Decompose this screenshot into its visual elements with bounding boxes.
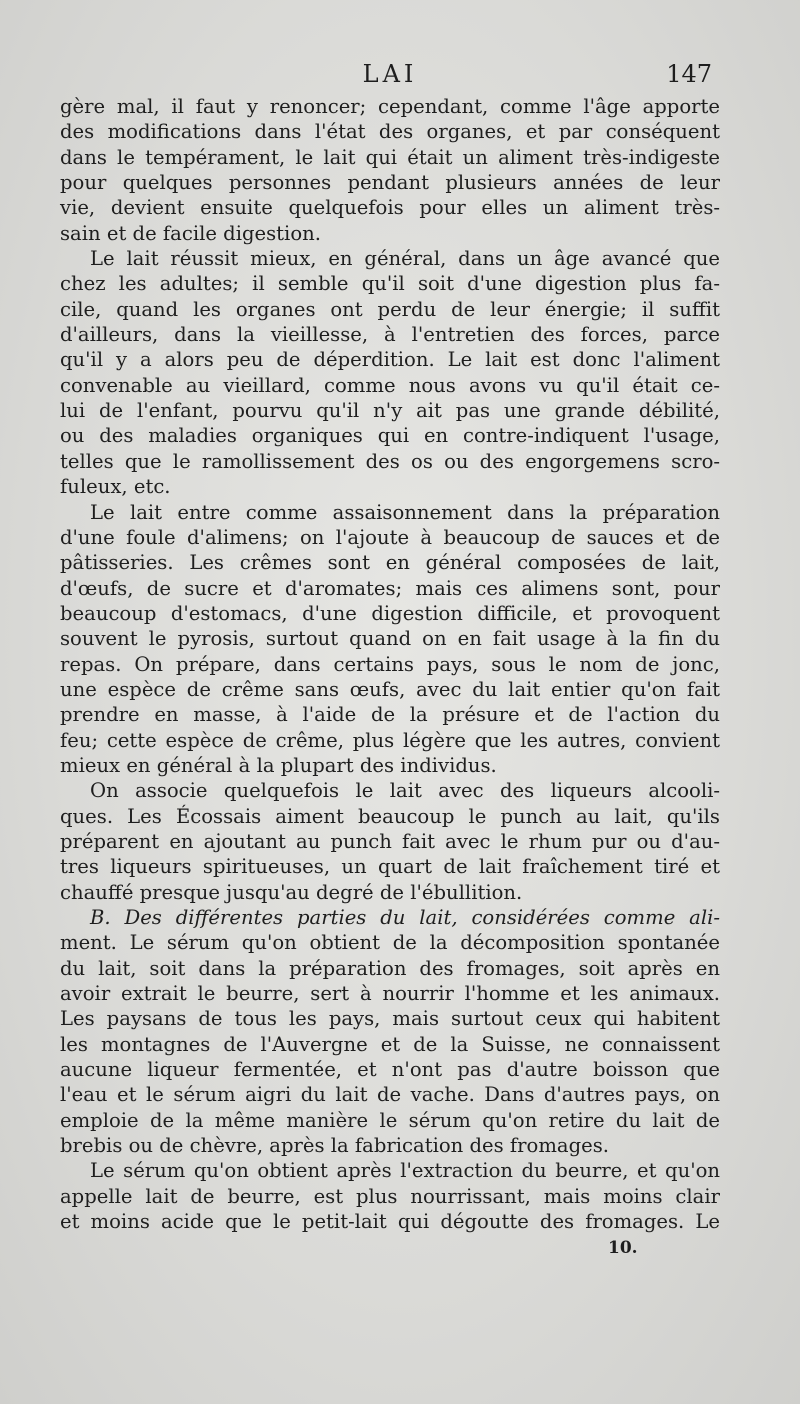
text-line: cile, quand les organes ont perdu de leur énergie; il suffit [60, 297, 720, 321]
text-line: qu'il y a alors peu de déperdition. Le lait est donc l'aliment [60, 348, 720, 372]
text-line: feu; cette espèce de crême, plus légère que les autres, convient [60, 728, 720, 752]
text-line: et moins acide que le petit-lait qui dégoutte des fromages. Le [60, 1210, 720, 1234]
text-line: les montagnes de l'Auvergne et de la Suisse, ne connaissent [60, 1032, 720, 1056]
text-line: dans le tempérament, le lait qui était un aliment très-indigeste [60, 145, 720, 169]
text-line: Les paysans de tous les pays, mais surtout ceux qui habitent [60, 1007, 720, 1031]
text-line: sain et de facile digestion. [60, 221, 321, 245]
text-line: Le lait entre comme assaisonnement dans la préparation [90, 500, 720, 524]
text-line: On associe quelquefois le lait avec des liqueurs alcooli- [90, 779, 720, 803]
text-line: emploie de la même manière le sérum qu'on retire du lait de [60, 1108, 720, 1132]
text-line: du lait, soit dans la préparation des fromages, soit après en [60, 956, 720, 980]
text-line: pour quelques personnes pendant plusieurs années de leur [60, 171, 720, 195]
text-line: ment. Le sérum qu'on obtient de la décomposition spontanée [60, 931, 720, 955]
text-line: brebis ou de chèvre, après la fabrication des fromages. [60, 1134, 609, 1158]
text-line: d'ailleurs, dans la vieillesse, à l'entretien des forces, parce [60, 323, 720, 347]
text-line: beaucoup d'estomacs, d'une digestion difficile, et provoquent [60, 601, 720, 625]
text-line: chez les adultes; il semble qu'il soit d'une digestion plus fa- [60, 272, 720, 296]
text-line: Le sérum qu'on obtient après l'extraction du beurre, et qu'on [90, 1159, 720, 1183]
text-line: lui de l'enfant, pourvu qu'il n'y ait pas une grande débilité, [60, 399, 720, 423]
text-line: souvent le pyrosis, surtout quand on en fait usage à la fin du [60, 627, 720, 651]
text-line: appelle lait de beurre, est plus nourrissant, mais moins clair [60, 1184, 720, 1208]
text-line: aucune liqueur fermentée, et n'ont pas d'autre boisson que [60, 1058, 720, 1082]
text-line: tres liqueurs spiritueuses, un quart de lait fraîchement tiré et [60, 855, 720, 879]
text-line: préparent en ajoutant au punch fait avec le rhum pur ou d'au- [60, 829, 720, 853]
text-line: d'œufs, de sucre et d'aromates; mais ces alimens sont, pour [60, 576, 720, 600]
page-number: 147 [666, 60, 712, 88]
text-line: Le lait réussit mieux, en général, dans un âge avancé que [90, 247, 720, 271]
text-line: d'une foule d'alimens; on l'ajoute à beaucoup de sauces et de [60, 525, 720, 549]
text-line: vie, devient ensuite quelquefois pour elles un aliment très- [60, 196, 720, 220]
text-line: des modifications dans l'état des organes, et par conséquent [60, 120, 720, 144]
text-line: gère mal, il faut y renoncer; cependant, comme l'âge apporte [60, 95, 720, 118]
text-line: une espèce de crême sans œufs, avec du lait entier qu'on fait [60, 677, 720, 701]
text-line: chauffé presque jusqu'au degré de l'ébullition. [60, 880, 523, 904]
text-line: telles que le ramollissement des os ou des engorgemens scro- [60, 449, 720, 473]
text-line: ques. Les Écossais aiment beaucoup le punch au lait, qu'ils [60, 804, 720, 828]
text-line: repas. On prépare, dans certains pays, sous le nom de jonc, [60, 652, 720, 676]
signature-mark: 10. [608, 1238, 638, 1258]
text-line: convenable au vieillard, comme nous avons vu qu'il était ce- [60, 373, 720, 397]
running-head: LAI [362, 60, 418, 88]
text-line: avoir extrait le beurre, sert à nourrir l'homme et les animaux. [60, 982, 720, 1006]
text-line: l'eau et le sérum aigri du lait de vache. Dans d'autres pays, on [60, 1083, 720, 1107]
text-line: fuleux, etc. [60, 475, 171, 499]
section-heading-line: B. Des différentes parties du lait, considérées comme ali- [90, 906, 720, 929]
text-line: ou des maladies organiques qui en contre-indiquent l'usage, [60, 424, 720, 448]
text-line: prendre en masse, à l'aide de la présure et de l'action du [60, 703, 720, 727]
text-line: mieux en général à la plupart des individus. [60, 753, 497, 777]
body-text [60, 94, 720, 1234]
page-header [60, 60, 720, 94]
text-line: pâtisseries. Les crêmes sont en général composées de lait, [60, 551, 720, 575]
